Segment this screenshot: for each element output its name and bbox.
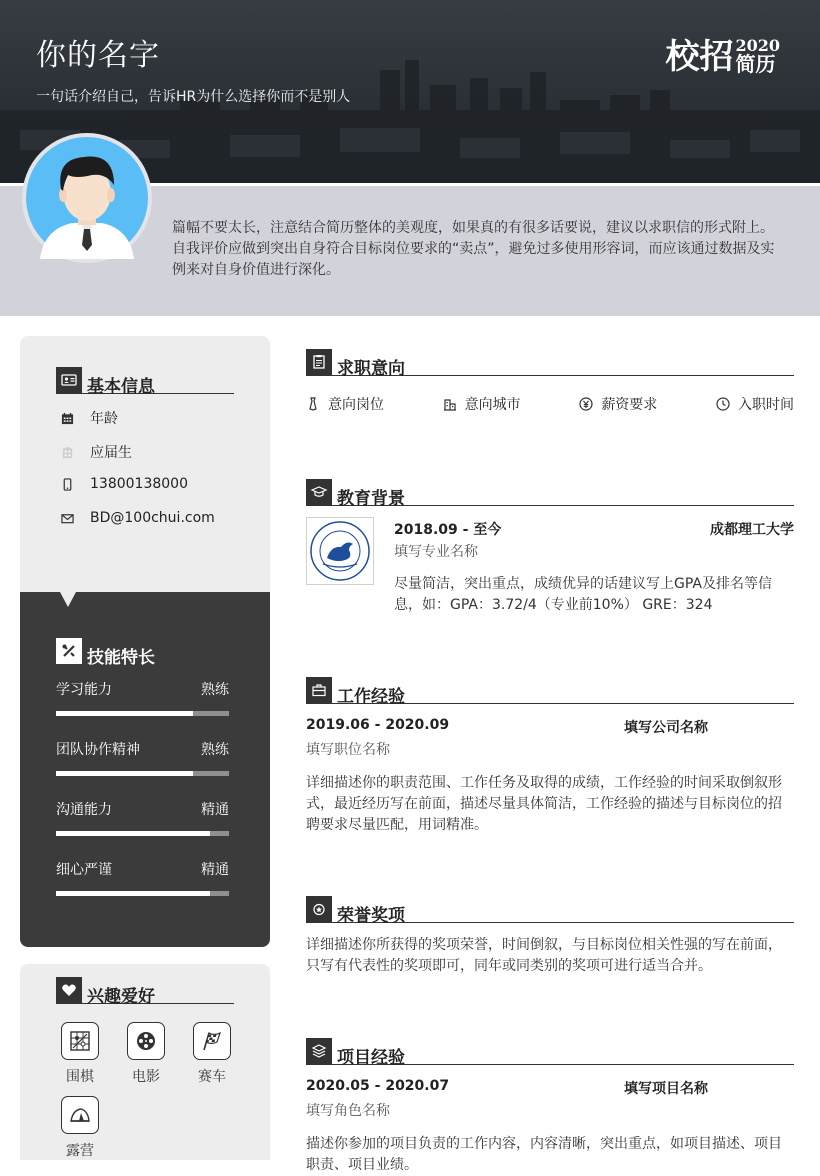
skill-progress-bar <box>56 711 229 716</box>
info-status-text: 应届生 <box>90 445 132 461</box>
skill-level: 精通 <box>201 802 229 818</box>
education-title: 教育背景 <box>337 489 405 509</box>
basic-info-title: 基本信息 <box>87 377 155 397</box>
skill-progress-bar <box>56 891 229 896</box>
project-period: 2020.05 - 2020.07 <box>306 1078 450 1094</box>
work-heading <box>306 676 794 707</box>
skill-progress-bar <box>56 831 229 836</box>
skill-level: 熟练 <box>201 682 229 698</box>
medal-icon <box>306 896 332 922</box>
intent-start-time <box>716 394 794 414</box>
building-icon <box>60 445 74 459</box>
position-icon <box>306 397 320 411</box>
info-email <box>60 510 215 526</box>
tent-icon <box>61 1096 99 1134</box>
work-title: 工作经验 <box>337 687 405 707</box>
mail-icon <box>60 511 74 525</box>
skill-name: 学习能力 <box>56 682 112 698</box>
candidate-name: 你的名字 <box>36 38 160 73</box>
city-icon <box>443 397 457 411</box>
job-intent-heading <box>306 348 794 379</box>
intent-city-label: 意向城市 <box>464 397 521 413</box>
graduation-cap-icon <box>306 479 332 505</box>
skill-progress-fill <box>56 891 210 896</box>
honors-description: 详细描述你所获得的奖项荣誉，时间倒叙，与目标岗位相关性强的写在前面，只写有代表性的奖项即可，同年或同类别的奖项可进行适当合并。 <box>306 937 782 974</box>
skill-progress-fill <box>56 831 210 836</box>
hobby-go <box>50 1022 110 1086</box>
skill-item <box>56 679 229 716</box>
clipboard-icon <box>306 349 332 375</box>
hobby-camping <box>50 1096 110 1160</box>
calendar-icon <box>60 411 74 425</box>
badge-main-text: 校招 <box>665 37 734 77</box>
go-board-icon <box>61 1022 99 1060</box>
project-name: 填写项目名称 <box>624 1081 708 1097</box>
skill-item <box>56 859 229 896</box>
project-heading <box>306 1037 794 1068</box>
info-phone <box>60 476 188 492</box>
id-card-icon <box>56 367 82 393</box>
hobby-go-label: 围棋 <box>66 1069 94 1085</box>
education-heading <box>306 478 794 509</box>
intent-position <box>306 394 384 414</box>
info-age <box>60 408 118 428</box>
skill-name: 团队协作精神 <box>56 742 140 758</box>
school-emblem-icon <box>309 520 371 582</box>
honors-section <box>306 895 794 926</box>
badge-sub-text: 简历 <box>735 52 776 76</box>
honors-heading <box>306 895 794 926</box>
intent-salary-label: 薪资要求 <box>601 397 658 413</box>
avatar <box>22 133 152 263</box>
project-description: 描述你参加的项目负责的工作内容，内容清晰，突出重点，如项目描述、项目职责、项目业绩。 <box>306 1136 782 1173</box>
layers-icon <box>306 1038 332 1064</box>
work-description: 详细描述你的职责范围、工作任务及取得的成绩，工作经验的时间采取倒叙形式，最近经历写在前面，描述尽量具体简洁，工作经验的描述与目标岗位的招聘要求尽量匹配，用词精准。 <box>306 775 782 833</box>
info-email-text: BD@100chui.com <box>90 510 215 526</box>
skill-progress-fill <box>56 711 193 716</box>
panel-notch <box>60 592 76 607</box>
clock-icon <box>716 397 730 411</box>
intent-city <box>443 394 521 414</box>
heart-icon <box>56 977 82 1003</box>
work-position: 填写职位名称 <box>306 742 390 758</box>
self-evaluation-text: 篇幅不要太长，注意结合简历整体的美观度，如果真的有很多话要说，建议以求职信的形式附上。自我评价应做到突出自身符合目标岗位要求的“卖点”，避免过多使用形容词，而应该通过数据及实例来对自身价值进行深化。 <box>172 220 775 278</box>
phone-icon <box>60 477 74 491</box>
education-section <box>306 478 794 509</box>
tools-icon <box>56 638 82 664</box>
hobby-racing-label: 赛车 <box>198 1069 226 1085</box>
badge-year: 2020 <box>735 36 780 55</box>
project-role: 填写角色名称 <box>306 1103 390 1119</box>
education-school: 成都理工大学 <box>710 522 794 538</box>
honors-title: 荣誉奖项 <box>337 906 405 926</box>
project-section <box>306 1037 794 1068</box>
left-column <box>20 336 270 1160</box>
racing-flag-icon <box>193 1022 231 1060</box>
skills-heading <box>56 638 155 668</box>
info-age-text: 年龄 <box>90 411 118 427</box>
hobbies-title: 兴趣爱好 <box>87 987 155 1007</box>
skill-item <box>56 799 229 836</box>
basic-info-heading <box>56 366 234 397</box>
intent-position-label: 意向岗位 <box>328 397 384 413</box>
job-intent-title: 求职意向 <box>337 359 405 379</box>
skill-item <box>56 739 229 776</box>
info-status <box>60 442 132 462</box>
education-description: 尽量简洁，突出重点，成绩优异的话建议写上GPA及排名等信息，如：GPA：3.72/4（专业前10%） GRE：324 <box>394 576 772 613</box>
work-section <box>306 676 794 707</box>
job-intent-section <box>306 348 794 379</box>
school-logo <box>306 517 374 585</box>
skill-level: 精通 <box>201 862 229 878</box>
intent-start-time-label: 入职时间 <box>737 397 794 413</box>
education-period: 2018.09 - 至今 <box>394 522 502 538</box>
skill-progress-bar <box>56 771 229 776</box>
hobby-racing <box>182 1022 242 1086</box>
hobby-movie <box>116 1022 176 1086</box>
candidate-intro: 一句话介绍自己，告诉HR为什么选择你而不是别人 <box>36 89 351 105</box>
skill-level: 熟练 <box>201 742 229 758</box>
education-major: 填写专业名称 <box>394 544 478 560</box>
info-phone-text: 13800138000 <box>90 476 188 492</box>
briefcase-icon <box>306 677 332 703</box>
hobby-camping-label: 露营 <box>66 1143 94 1159</box>
hobbies-heading <box>56 978 234 1007</box>
skills-title: 技能特长 <box>87 648 155 668</box>
job-intent-list <box>306 394 794 414</box>
campus-recruit-badge <box>665 36 780 77</box>
project-title: 项目经验 <box>337 1048 405 1068</box>
skill-progress-fill <box>56 771 193 776</box>
hobby-movie-label: 电影 <box>132 1069 160 1085</box>
film-reel-icon <box>127 1022 165 1060</box>
work-period: 2019.06 - 2020.09 <box>306 717 450 733</box>
skill-name: 沟通能力 <box>56 802 112 818</box>
avatar-icon <box>26 137 148 259</box>
salary-icon <box>579 397 593 411</box>
work-company: 填写公司名称 <box>624 720 708 736</box>
skill-name: 细心严谨 <box>56 862 112 878</box>
intent-salary <box>579 394 657 414</box>
